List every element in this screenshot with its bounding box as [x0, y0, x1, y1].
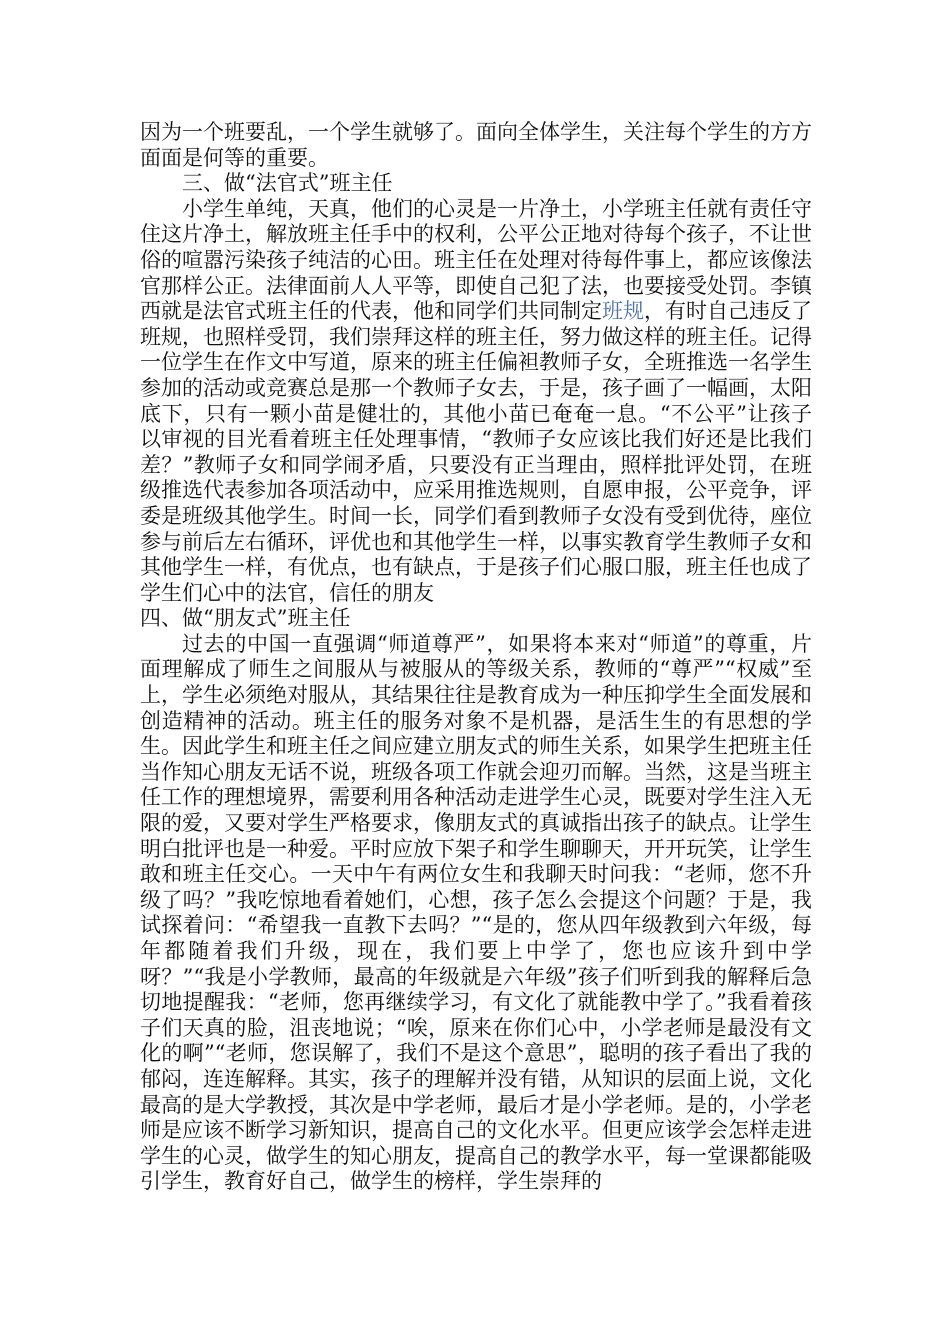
section-heading-3: 三、做“法官式”班主任: [182, 171, 393, 196]
paragraph-judge-style: [140, 197, 812, 607]
class-rules-link[interactable]: 班规: [602, 299, 644, 324]
paragraph-text-after-link: ，有时自己违反了班规，也照样受罚，我们崇拜这样的班主任，努力做这样的班主任。记得一位学生在作文中写道，原来的班主任偏袒教师子女，全班推选一名学生参加的活动或竞赛总是那一个教师子女去，于是，孩子画了一幅画，太阳底下，只有一颗小苗是健壮的，其他小苗已奄奄一息。“不公平”让孩子以审视的目光看着班主任处理事情，“教师子女应该比我们好还是比我们差？”教师子女和同学闹矛盾，只要没有正当理由，照样批评处罚，在班级推选代表参加各项活动中，应采用推选规则，自愿申报，公平竞争，评委是班级其他学生。时间一长，同学们看到教师子女没有受到优待，座位参与前后左右循环，评优也和其他学生一样，以事实教育学生教师子女和其他学生一样，有优点，也有缺点，于是孩子们心服口服，班主任也成了学生们心中的法官，信任的朋友: [140, 299, 812, 605]
paragraph-friend-style: 过去的中国一直强调“师道尊严”，如果将本来对“师道”的尊重，片面理解成了师生之间服从与被服从的等级关系，教师的“尊严”“权威”至上，学生必须绝对服从，其结果往往是教育成为一种压抑学生全面发展和创造精神的活动。班主任的服务对象不是机器，是活生生的有思想的学生。因此学生和班主任之间应建立朋友式的师生关系，如果学生把班主任当作知心朋友无话不说，班级各项工作就会迎刃而解。当然，这是当班主任工作的理想境界，需要利用各种活动走进学生心灵，既要对学生注入无限的爱，又要对学生严格要求，像朋友式的真诚指出孩子的缺点。让学生明白批评也是一种爱。平时应放下架子和学生聊聊天，开开玩笑，让学生敢和班主任交心。一天中午有两位女生和我聊天时问我：“老师，您不升级了吗？”我吃惊地看着她们，心想，孩子怎么会提这个问题？于是，我试探着问：“希望我一直教下去吗？”“是的，您从四年级教到六年级，每年都随着我们升级，现在，我们要上中学了，您也应该升到中学呀？”“我是小学教师，最高的年级就是六年级”孩子们听到我的解释后急切地提醒我：“老师，您再继续学习，有文化了就能教中学了。”我看着孩子们天真的脸，沮丧地说；“唉，原来在你们心中，小学老师是最没有文化的啊”“老师，您误解了，我们不是这个意思”，聪明的孩子看出了我的郁闷，连连解释。其实，孩子的理解并没有错，从知识的层面上说，文化最高的是大学教授，其次是中学老师，最后才是小学老师。是的，小学老师是应该不断学习新知识，提高自己的文化水平。但更应该学会怎样走进学生的心灵，做学生的知心朋友，提高自己的教学水平，每一堂课都能吸引学生，教育好自己，做学生的榜样，学生崇拜的: [140, 631, 812, 1194]
document-page: [140, 120, 812, 1195]
paragraph-text-before-link: 小学生单纯，天真，他们的心灵是一片净土，小学班主任就有责任守住这片净土，解放班主任手中的权利，公平公正地对待每个孩子，不让世俗的喧嚣污染孩子纯洁的心田。班主任在处理对待每件事上，都应该像法官那样公正。法律面前人人平等，即使自己犯了法，也要接受处罚。李镇西就是法官式班主任的代表，他和同学们共同制定: [140, 196, 812, 324]
paragraph-continuation: 因为一个班要乱，一个学生就够了。面向全体学生，关注每个学生的方方面面是何等的重要。: [140, 120, 812, 170]
section-heading-4: 四、做“朋友式”班主任: [140, 606, 351, 631]
